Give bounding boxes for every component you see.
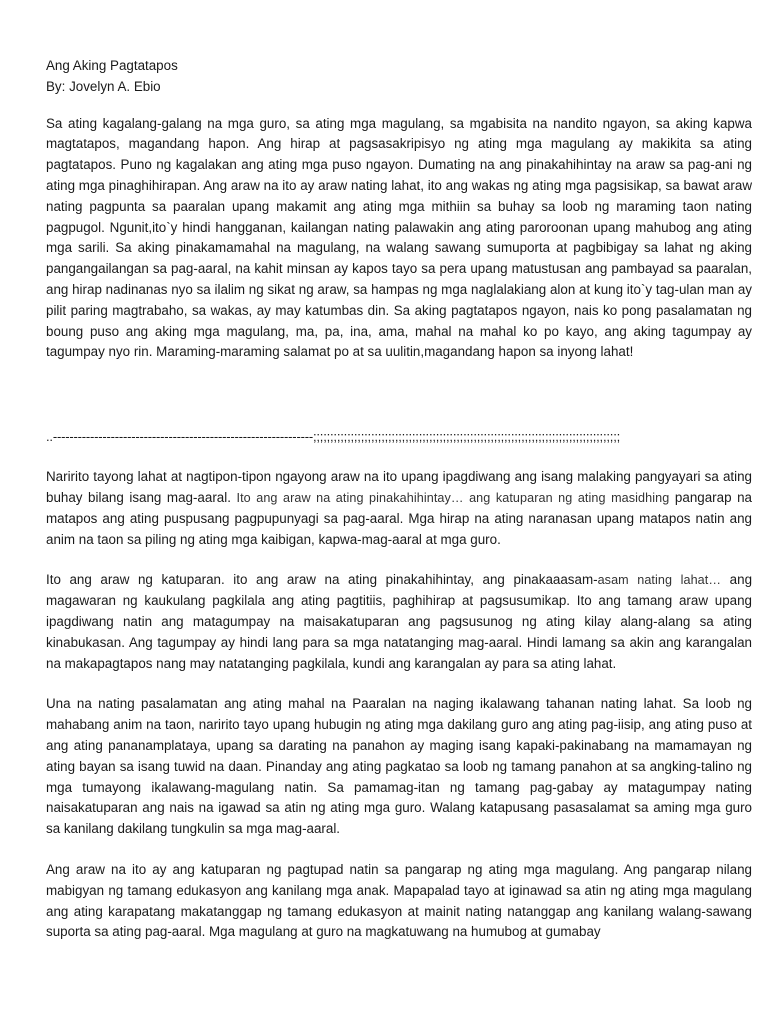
author-byline: By: Jovelyn A. Ebio — [46, 78, 161, 94]
paragraph-text-light: asam nating lahat… — [597, 573, 722, 588]
spacer — [46, 550, 752, 570]
body-paragraph-3: Una na nating pasalamatan ang ating mahal na Paaralan na naging ikalawang tahanan nating lahat. Sa loob ng mahabang anim na taon, naririto tayo upang hubugin ng ating mga dakilang guro ang ating pag-iisip, ang ating puso at ang ating pananamplataya, upang sa darating na panahon ay maging isang kapaki-pakinabang na mamamayan ng ating bayan sa isang tuwid na daan. Pinanday ang ating pagkatao sa loob ng tamang panahon at sa angking-talino ng mga tumayong ikalawang-magulang natin. Sa pamamag-itan ng tamang pag-gabay ay matagumpay nating naisakatuparan ang nais na igawad sa atin ng ating mga guro. Walang katapusang pasasalamat sa aming mga guro sa kanilang dakilang tungkulin sa mga mag-aaral. — [46, 696, 752, 837]
spacer — [46, 840, 752, 860]
paragraph-text: Naririto tayong lahat at nagtipon-tipon ngayong araw na ito upang ipagdiwang ang isang malaking pangyayari sa ating buhay bilang isang mag-aaral. — [46, 469, 752, 505]
document-page — [46, 56, 752, 943]
body-paragraph-4: Ang araw na ito ay ang katuparan ng pagtupad natin sa pangarap ng ating mga magulang. Ang pangarap nilang mabigyan ng tamang edukasyon ang kanilang mga anak. Mapapalad tayo at iginawad sa atin ng ating mga magulang ang ating karapatang makatanggap ng tamang edukasyon at mainit nating natanggap ang kanilang walang-sawang suporta sa ating pag-aaral. Mga magulang at guro na magkatuwang na humubog at gumabay — [46, 861, 752, 940]
paragraph-text: pangarap na matapos ang ating puspusang pagpupunyagi sa pag-aaral. Mga hirap na ating naranasan upang matapos natin ang anim na taon sa piling ng ating mga kaibigan, kapwa-mag-aaral at mga guro. — [46, 489, 752, 547]
body-paragraph-1 — [46, 467, 752, 550]
paragraph-text: ang magawaran ng kaukulang pagkilala ang ating pagtitiis, paghihirap at pagsusumikap. Ito ang tamang araw upang ipagdiwang natin ang matagumpay na maisakatuparan ang pagsusunog ng ating kilay alang-alang sa ating kinabukasan. Ang tagumpay ay hindi lang para sa mga natatanging mag-aaral. Hindi lamang sa akin ang karangalan na makapagtapos nang may natatanging pagkilala, kundi ang karangalan ay para sa ating lahat. — [46, 572, 753, 671]
body-paragraph-2 — [46, 570, 752, 674]
paragraph-text-light: Ito ang araw na ating pinakahihintay… ang katuparan ng ating masidhing — [236, 490, 670, 505]
separator-line: ..---------------------------------------------------------------;;;;;;;;;;;;;;;;;;;;;;;;;;;;;;;;;;;;;;;;;;;;;;;;;;;;;;;;;;;;;;;;;;;;;;;;;;;;;;;;;;;;;;;;;; — [46, 429, 621, 445]
paragraph-text: Ito ang araw ng katuparan. ito ang araw na ating pinakahihintay, ang pinakaaasam- — [46, 572, 598, 588]
spacer — [46, 363, 752, 427]
spacer — [46, 447, 752, 467]
spacer — [46, 674, 752, 694]
speech-paragraph: Sa ating kagalang-galang na mga guro, sa ating mga magulang, sa mgabisita na nandito ngayon, sa aking kapwa magtatapos, magandang hapon. Ang hirap at pagsasakripisyo ng ating mga magulang ay makikita sa ating pagtatapos. Puno ng kagalakan ang ating mga puso ngayon. Dumating na ang pinakahihintay na araw sa pag-ani ng ating mga pinaghihirapan. Ang araw na ito ay araw nating lahat, ito ang wakas ng ating mga pagsisikap, sa bawat araw nating pagpunta sa paaralan upang makamit ang ating mga mithiin sa buhay sa loob ng maraming taon nating pagpugol. Ngunit,ito`y hindi hangganan, kailangan nating palawakin ang ating paroroonan upang mahubog ang ating mga sarili. Sa aking pinakamamahal na magulang, na walang sawang sumuporta at pagbibigay sa lahat ng aking pangangailangan sa pag-aaral, na kahit minsan ay kapos tayo sa pera upang matustusan ang pambayad sa paaralan, ang hirap nadinanas nyo sa ilalim ng sikat ng araw, sa hampas ng mga naglalakiang alon at kung ito`y tag-ulan man ay pilit paring magtrabaho, sa wakas, ay may katumbas din. Sa aking pagtatapos ngayon, nais ko pong pasalamatan ng boung puso ang aking mga magulang, ma, pa, ina, ama, mahal na mahal ko po kayo, ang aking tagumpay ay tagumpay nyo rin. Maraming-maraming salamat po at sa uulitin,magandang hapon sa inyong lahat! — [46, 115, 752, 360]
spacer — [46, 98, 752, 114]
document-title: Ang Aking Pagtatapos — [46, 58, 178, 73]
